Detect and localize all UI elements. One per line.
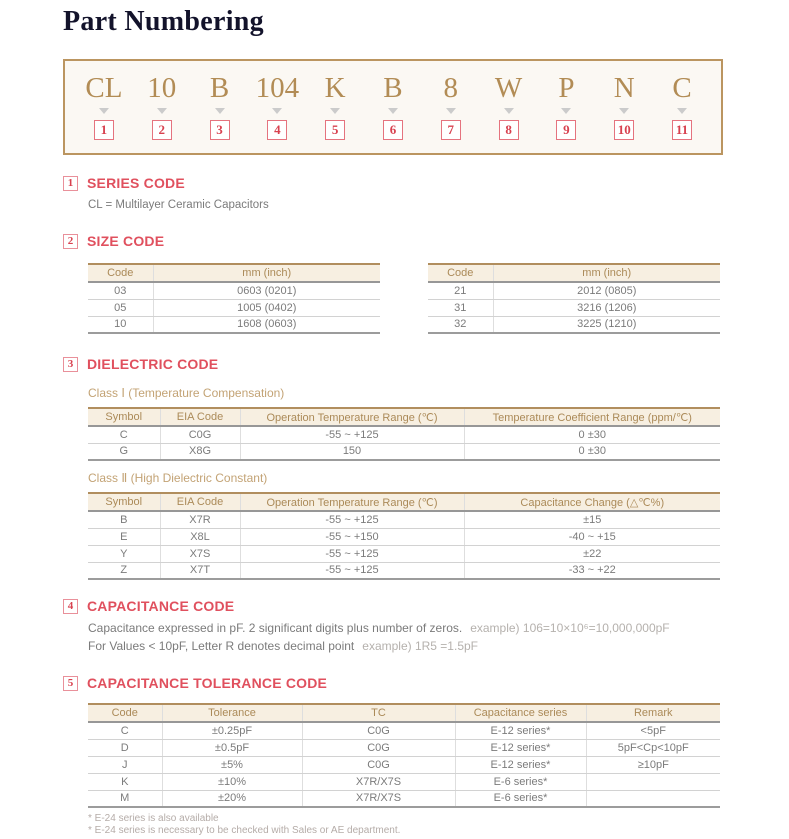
section-header (63, 175, 789, 191)
table-row (88, 316, 380, 333)
part-segment (191, 72, 249, 140)
cell: -33 ~ +22 (464, 562, 720, 579)
part-segment (422, 72, 480, 140)
series-code-description: CL = Multilayer Ceramic Capacitors (88, 199, 269, 211)
arrow-down-icon (446, 108, 456, 114)
column-header: Capacitance series (455, 704, 586, 722)
table-header-row (88, 493, 720, 511)
part-segment (364, 72, 422, 140)
rule-text: Capacitance expressed in pF. 2 significant digits plus number of zeros. (88, 621, 463, 635)
cell: C (88, 426, 160, 443)
column-header: Symbol (88, 408, 160, 426)
cell: 0 ±30 (464, 443, 720, 460)
section-number-box: 5 (63, 676, 78, 691)
position-number-box: 9 (556, 120, 576, 140)
column-header: Operation Temperature Range (℃) (240, 408, 464, 426)
cell (586, 773, 720, 790)
section-title: CAPACITANCE CODE (87, 598, 235, 614)
part-code: C (672, 72, 692, 104)
footnotes (88, 813, 789, 837)
section-number-box: 4 (63, 599, 78, 614)
cell: X8L (160, 528, 240, 545)
cell: B (88, 511, 160, 528)
section-series-code (63, 175, 789, 211)
arrow-down-icon (619, 108, 629, 114)
cell: ≥10pF (586, 756, 720, 773)
column-header: EIA Code (160, 493, 240, 511)
position-number-box: 5 (325, 120, 345, 140)
table-header-row (88, 264, 380, 282)
position-number-box: 10 (614, 120, 634, 140)
position-number-box: 3 (210, 120, 230, 140)
cell: -55 ~ +125 (240, 545, 464, 562)
column-header: EIA Code (160, 408, 240, 426)
cell: C0G (302, 756, 455, 773)
cell (586, 790, 720, 807)
cell: G (119, 445, 129, 458)
cell: X7S (160, 545, 240, 562)
cell: X7R/X7S (302, 773, 455, 790)
arrow-down-icon (215, 108, 225, 114)
cell: 2012 (0805) (493, 282, 720, 299)
section-tolerance-code (63, 675, 789, 837)
footnote: * E-24 series is also available (88, 813, 219, 824)
arrow-down-icon (677, 108, 687, 114)
table-row (88, 528, 720, 545)
column-header: mm (inch) (153, 264, 380, 282)
table-gap (380, 263, 428, 334)
section-title: SERIES CODE (87, 175, 185, 191)
column-header: Temperature Coefficient Range (ppm/℃) (464, 408, 720, 426)
cell: 21 (428, 282, 493, 299)
part-segment (75, 72, 133, 140)
column-header: Capacitance Change (△℃%) (464, 493, 720, 511)
tolerance-table (88, 703, 720, 808)
section-title: SIZE CODE (87, 233, 165, 249)
part-segment (595, 72, 653, 140)
cell: 3216 (1206) (493, 299, 720, 316)
cell: -55 ~ +125 (240, 426, 464, 443)
part-code: P (558, 72, 575, 104)
position-number-box: 1 (94, 120, 114, 140)
table-row (88, 739, 720, 756)
cell: X7R (160, 511, 240, 528)
column-header: TC (302, 704, 455, 722)
section-capacitance-code (63, 598, 789, 653)
capacitance-rule-1 (88, 621, 789, 635)
cell: ±10% (162, 773, 302, 790)
cell: ±22 (464, 545, 720, 562)
cell: 03 (88, 282, 153, 299)
position-number-box: 7 (441, 120, 461, 140)
part-code: CL (85, 72, 123, 104)
part-segment (538, 72, 596, 140)
cell: 0 ±30 (464, 426, 720, 443)
footnote: * E-24 series is necessary to be checked with Sales or AE department. (88, 825, 401, 836)
size-table-right (428, 263, 720, 334)
position-number-box: 11 (672, 120, 692, 140)
size-table-left (88, 263, 380, 334)
cell: 32 (454, 318, 467, 331)
cell: ±5% (162, 756, 302, 773)
arrow-down-icon (504, 108, 514, 114)
table-row (88, 790, 720, 807)
cell: 31 (428, 299, 493, 316)
cell: E-12 series* (455, 722, 586, 739)
column-header: Operation Temperature Range (℃) (240, 493, 464, 511)
cell: 150 (240, 443, 464, 460)
position-number-box: 4 (267, 120, 287, 140)
rule-example: example) 1R5 =1.5pF (362, 639, 478, 653)
table-row (428, 299, 720, 316)
part-segment (653, 72, 711, 140)
rule-text: For Values < 10pF, Letter R denotes decimal point (88, 639, 355, 653)
cell: C0G (302, 739, 455, 756)
part-code: K (324, 72, 346, 104)
cell: -55 ~ +150 (240, 528, 464, 545)
table-row (88, 756, 720, 773)
cell: C0G (160, 426, 240, 443)
part-segment (480, 72, 538, 140)
table-row (88, 545, 720, 562)
cell: 1608 (0603) (153, 316, 380, 333)
cell: E-6 series* (455, 790, 586, 807)
part-code: W (494, 72, 523, 104)
column-header: Tolerance (162, 704, 302, 722)
part-segment (306, 72, 364, 140)
table-header-row (88, 408, 720, 426)
arrow-down-icon (157, 108, 167, 114)
column-header: Symbol (88, 493, 160, 511)
cell: E-12 series* (455, 756, 586, 773)
section-header (63, 675, 789, 691)
section-size-code (63, 233, 789, 334)
cell: C0G (302, 722, 455, 739)
arrow-down-icon (561, 108, 571, 114)
part-code: B (383, 72, 403, 104)
cell: ±20% (162, 790, 302, 807)
cell: C (88, 722, 162, 739)
part-code: 8 (443, 72, 459, 104)
cell: ±0.5pF (162, 739, 302, 756)
page-title: Part Numbering (63, 6, 264, 37)
cell: M (120, 792, 130, 805)
table-row (88, 511, 720, 528)
cell: -40 ~ +15 (464, 528, 720, 545)
section-header (63, 356, 789, 372)
cell: X7R/X7S (302, 790, 455, 807)
cell: ±15 (464, 511, 720, 528)
class1-label: Class Ⅰ (Temperature Compensation) (88, 386, 285, 400)
arrow-down-icon (388, 108, 398, 114)
table-row (88, 426, 720, 443)
section-title: CAPACITANCE TOLERANCE CODE (87, 675, 328, 691)
cell: 0603 (0201) (153, 282, 380, 299)
table-row (88, 282, 380, 299)
table-header-row (428, 264, 720, 282)
section-header (63, 233, 789, 249)
cell: 1005 (0402) (153, 299, 380, 316)
table-row (88, 299, 380, 316)
column-header: Code (88, 264, 153, 282)
cell: ±0.25pF (162, 722, 302, 739)
part-code: B (209, 72, 230, 104)
class1-table (88, 407, 720, 461)
section-number-box: 2 (63, 234, 78, 249)
position-number-box: 8 (499, 120, 519, 140)
cell: <5pF (586, 722, 720, 739)
column-header: Remark (586, 704, 720, 722)
part-code: 10 (147, 72, 177, 104)
table-row (88, 773, 720, 790)
cell: -55 ~ +125 (240, 511, 464, 528)
section-dielectric-code (63, 356, 789, 580)
cell: 10 (114, 318, 127, 331)
cell: 5pF<Cp<10pF (586, 739, 720, 756)
class2-table (88, 492, 720, 580)
cell: J (88, 756, 162, 773)
cell: Z (120, 564, 128, 577)
cell: X8G (160, 443, 240, 460)
table-header-row (88, 704, 720, 722)
cell: E (88, 528, 160, 545)
cell: 3225 (1210) (493, 316, 720, 333)
section-number-box: 3 (63, 357, 78, 372)
size-tables (88, 263, 789, 334)
rule-example: example) 106=10×10⁶=10,000,000pF (470, 621, 670, 635)
cell: 05 (88, 299, 153, 316)
table-row (88, 722, 720, 739)
cell: E-12 series* (455, 739, 586, 756)
position-number-box: 2 (152, 120, 172, 140)
section-title: DIELECTRIC CODE (87, 356, 219, 372)
column-header: Code (88, 704, 162, 722)
column-header: Code (428, 264, 493, 282)
part-segment (248, 72, 306, 140)
cell: X7T (160, 562, 240, 579)
part-number-box (63, 59, 723, 155)
table-row (428, 316, 720, 333)
part-code: N (613, 72, 635, 104)
part-segment (133, 72, 191, 140)
table-row (428, 282, 720, 299)
cell: -55 ~ +125 (240, 562, 464, 579)
column-header: mm (inch) (493, 264, 720, 282)
capacitance-rule-2 (88, 639, 789, 653)
table-row (88, 443, 720, 460)
arrow-down-icon (99, 108, 109, 114)
cell: K (88, 773, 162, 790)
table-row (88, 562, 720, 579)
cell: Y (88, 545, 160, 562)
cell: E-6 series* (455, 773, 586, 790)
arrow-down-icon (272, 108, 282, 114)
cell: D (88, 739, 162, 756)
position-number-box: 6 (383, 120, 403, 140)
part-code: 104 (255, 72, 300, 104)
section-number-box: 1 (63, 176, 78, 191)
arrow-down-icon (330, 108, 340, 114)
class2-label: Class Ⅱ (High Dielectric Constant) (88, 471, 268, 485)
section-header (63, 598, 789, 614)
